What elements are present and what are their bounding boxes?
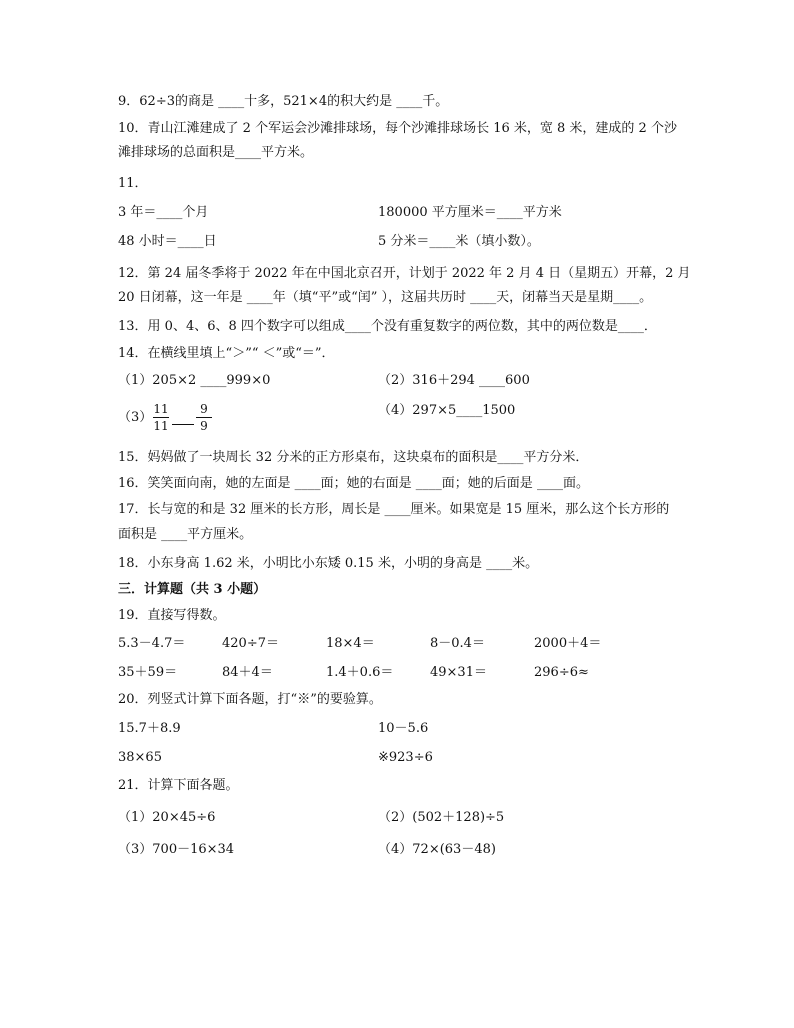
question-13: 13．用 0、4、6、8 四个数字可以组成____个没有重复数字的两位数，其中的两位数是____．: [118, 319, 657, 334]
q20-item: ※923÷6: [378, 750, 433, 765]
q19-item: 49×31＝: [430, 665, 487, 680]
question-17-line2: 面积是 ____平方厘米。: [118, 527, 253, 542]
question-11: 11．: [118, 176, 148, 191]
q19-item: 8－0.4＝: [430, 636, 485, 651]
q19-item: 35＋59＝: [118, 665, 178, 680]
question-14-item4: （4）297×5____1500: [378, 403, 516, 418]
question-20: 20．列竖式计算下面各题，打“※”的要验算。: [118, 692, 382, 707]
q19-item: 18×4＝: [326, 636, 375, 651]
question-17-line1: 17．长与宽的和是 32 厘米的长方形，周长是 ____厘米。如果宽是 15 厘米，那么这个长方形的: [118, 502, 670, 517]
q21-item: （4）72×(63－48): [378, 842, 496, 857]
question-9: 9．62÷3的商是 ____十多，521×4的积大约是 ____千。: [118, 94, 449, 109]
q19-item: 296÷6≈: [534, 665, 589, 680]
question-16: 16．笑笑面向南，她的左面是 ____面；她的右面是 ____面；她的后面是 ____面。: [118, 476, 589, 491]
question-19: 19．直接写得数。: [118, 608, 226, 623]
question-10-line2: 滩排球场的总面积是____平方米。: [118, 145, 314, 160]
question-14-item2: （2）316＋294 ____600: [378, 373, 530, 388]
question-12-line1: 12．第 24 届冬季将于 2022 年在中国北京召开，计划于 2022 年 2 月 4 日（星期五）开幕，2 月: [118, 266, 691, 281]
question-11-item1: 3 年＝____个月: [118, 205, 209, 220]
fraction-denominator: 9: [200, 419, 208, 433]
question-21: 21．计算下面各题。: [118, 778, 239, 793]
q19-item: 84＋4＝: [222, 665, 273, 680]
q21-item: （3）700－16×34: [118, 842, 235, 857]
question-15: 15．妈妈做了一块周长 32 分米的正方形桌布，这块桌布的面积是____平方分米．: [118, 450, 589, 465]
q20-item: 10－5.6: [378, 721, 429, 736]
fraction-9-over-9: [196, 402, 212, 433]
fraction-numerator: 11: [153, 402, 169, 416]
q19-item: 5.3－4.7＝: [118, 636, 186, 651]
q19-item: 1.4＋0.6＝: [326, 665, 394, 680]
question-14-item3-prefix: （3）: [118, 410, 153, 425]
question-11-item2: 180000 平方厘米＝____平方米: [378, 205, 562, 220]
question-14: 14．在横线里填上“＞”“ ＜”或“＝”．: [118, 346, 335, 361]
question-11-item3: 48 小时＝____日: [118, 234, 217, 249]
fraction-bar: [153, 417, 169, 418]
section-title-calculation: 三．计算题（共 3 小题）: [118, 582, 267, 597]
fraction-bar: [196, 417, 212, 418]
q19-item: 2000＋4＝: [534, 636, 602, 651]
question-18: 18．小东身高 1.62 米，小明比小东矮 0.15 米，小明的身高是 ____米。: [118, 556, 539, 571]
q21-item: （2）(502＋128)÷5: [378, 810, 505, 825]
question-11-item4: 5 分米＝____米（填小数）。: [378, 234, 540, 249]
question-10-line1: 10．青山江滩建成了 2 个军运会沙滩排球场，每个沙滩排球场长 16 米，宽 8 米，建成的 2 个沙: [118, 121, 677, 136]
q19-item: 420÷7＝: [222, 636, 279, 651]
fraction-11-over-11: [153, 402, 169, 433]
fraction-denominator: 11: [153, 419, 169, 433]
fraction-numerator: 9: [200, 402, 208, 416]
q20-item: 15.7＋8.9: [118, 721, 181, 736]
question-14-item1: （1）205×2 ____999×0: [118, 373, 271, 388]
q20-item: 38×65: [118, 750, 162, 765]
question-12-line2: 20 日闭幕，这一年是 ____年（填“平”或“闰” ），这届共历时 ____天，闭幕当天是星期____。: [118, 290, 653, 305]
answer-blank: [172, 412, 194, 425]
q21-item: （1）20×45÷6: [118, 810, 216, 825]
